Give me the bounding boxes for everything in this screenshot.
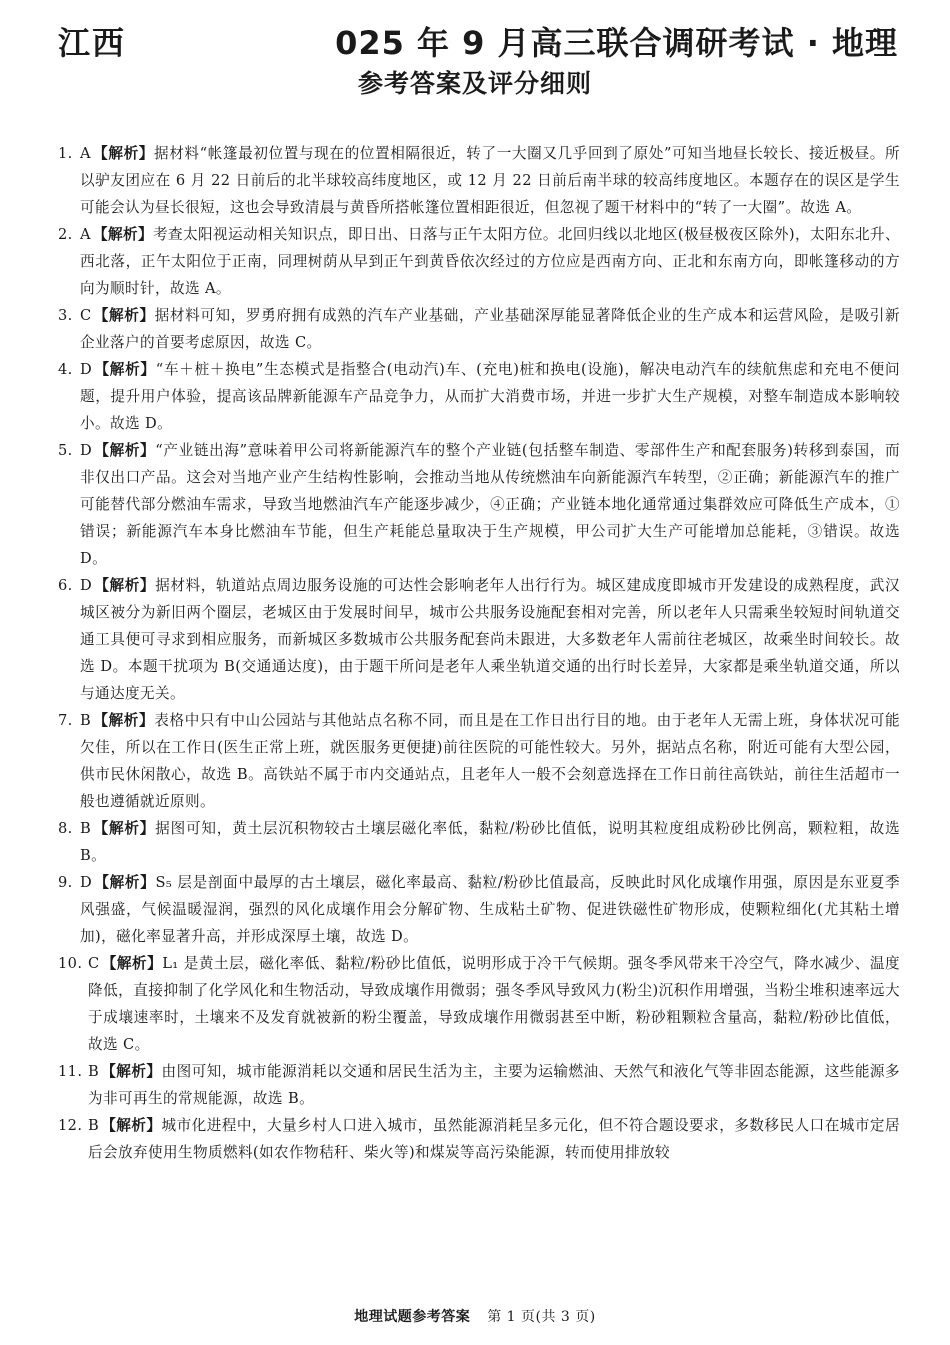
answer-item — [58, 356, 900, 437]
answer-explanation: 由图可知，城市能源消耗以交通和居民生活为主，主要为运输燃油、天然气和液化气等非固态能源，这些能源多为非可再生的常规能源，故选 B。 — [88, 1063, 900, 1107]
answer-option: A — [80, 226, 91, 243]
answer-number: 12. — [58, 1117, 83, 1134]
answer-item — [58, 437, 900, 572]
answer-option: D — [80, 577, 93, 594]
answer-number: 3. — [58, 307, 73, 324]
answer-number: 11. — [58, 1063, 83, 1080]
analysis-tag: 【解析】 — [101, 1063, 162, 1080]
analysis-tag: 【解析】 — [93, 712, 155, 729]
page-footer — [0, 1306, 950, 1326]
answer-explanation: 城市化进程中，大量乡村人口进入城市，虽然能源消耗呈多元化，但不符合题设要求，多数移民人口在城市定居后会放弃使用生物质燃料(如农作物秸秆、柴火等)和煤炭等高污染能源，转而使用排放较 — [88, 1117, 900, 1161]
answer-option: B — [80, 712, 92, 729]
answer-item — [58, 1058, 900, 1112]
answer-option: D — [80, 874, 93, 891]
footer-page-number: 第 1 页(共 3 页) — [487, 1309, 596, 1325]
analysis-tag: 【解析】 — [94, 874, 156, 891]
footer-title: 地理试题参考答案 — [354, 1309, 471, 1325]
analysis-tag: 【解析】 — [94, 442, 156, 459]
answer-explanation: “产业链出海”意味着甲公司将新能源汽车的整个产业链(包括整车制造、零部件生产和配套服务)转移到泰国，而非仅出口产品。这会对当地产业产生结构性影响，会推动当地从传统燃油车向新能源汽车转型，②正确；新能源汽车的推广可能替代部分燃油车需求，导致当地燃油汽车产能逐步减少，④正确；产业链本地化通常通过集群效应可降低生产成本，①错误；新能源汽车本身比燃油车节能，但生产耗能总量取决于生产规模，甲公司扩大生产可能增加总能耗，③错误。故选 D。 — [80, 442, 900, 567]
answer-item — [58, 572, 900, 707]
answer-option: B — [80, 820, 92, 837]
answer-option: B — [88, 1063, 100, 1080]
answer-number: 2. — [58, 226, 73, 243]
answer-explanation: 考查太阳视运动相关知识点，即日出、日落与正午太阳方位。北回归线以北地区(极昼极夜区除外)，太阳东北升、西北落，正午太阳位于正南，同理树荫从早到正午到黄昏依次经过的方位应是西南方向、正北和东南方向，即帐篷移动的方向为顺时针，故选 A。 — [80, 226, 900, 297]
answer-option: C — [80, 307, 92, 324]
answer-number: 10. — [58, 955, 83, 972]
analysis-tag: 【解析】 — [94, 577, 156, 594]
answer-number: 5. — [58, 442, 73, 459]
answer-item — [58, 815, 900, 869]
answer-explanation: 据材料，轨道站点周边服务设施的可达性会影响老年人出行行为。城区建成度即城市开发建设的成熟程度，武汉城区被分为新旧两个圈层，老城区由于发展时间早，城市公共服务设施配套相对完善，所以老年人只需乘坐较短时间轨道交通工具便可寻求到相应服务，而新城区多数城市公共服务配套尚未跟进，大多数老年人需前往老城区，故乘坐时间较长。故选 D。本题干扰项为 B(交通通达度)，由于题干所问是老年人乘坐轨道交通的出行时长差异，大家都是乘坐轨道交通，所以与通达度无关。 — [80, 577, 901, 702]
answer-item — [58, 869, 900, 950]
answer-explanation: 据图可知，黄土层沉积物较古土壤层磁化率低，黏粒/粉砂比值低，说明其粒度组成粉砂比例高，颗粒粗，故选 B。 — [80, 820, 900, 864]
answer-number: 7. — [58, 712, 73, 729]
analysis-tag: 【解析】 — [94, 361, 156, 378]
answer-explanation: L₁ 是黄土层，磁化率低、黏粒/粉砂比值低，说明形成于冷干气候期。强冬季风带来干冷空气，降水减少、温度降低，直接抑制了化学风化和生物活动，导致成壤作用微弱；强冬季风导致风力(粉尘)沉积作用增强，当粉尘堆积速率远大于成壤速率时，土壤来不及发育就被新的粉尘覆盖，导致成壤作用微弱甚至中断，粉砂粗颗粒含量高，黏粒/粉砂比值低，故选 C。 — [88, 955, 900, 1053]
page-subtitle: 参考答案及评分细则 — [357, 69, 592, 98]
answer-option: D — [80, 442, 93, 459]
answer-option: D — [80, 361, 93, 378]
analysis-tag: 【解析】 — [101, 955, 163, 972]
answer-item — [58, 302, 900, 356]
region-label: 江西 — [58, 24, 127, 62]
answer-number: 4. — [58, 361, 73, 378]
answer-explanation: 据材料“帐篷最初位置与现在的位置相隔很近，转了一大圈又几乎回到了原处”可知当地昼长较长、接近极昼。所以驴友团应在 6 月 22 日前后的北半球较高纬度地区，或 12 月 22 日前后南半球的较高纬度地区。本题存在的误区是学生可能会认为昼长很短，这也会导致清晨与黄昏所搭帐篷位置相距很近，但忽视了题干材料中的“转了一大圈”。故选 A。 — [80, 145, 900, 216]
answer-explanation: 表格中只有中山公园站与其他站点名称不同，而且是在工作日出行目的地。由于老年人无需上班，身体状况可能欠佳，所以在工作日(医生正常上班，就医服务更便捷)前往医院的可能性较大。另外，据站点名称，附近可能有大型公园，供市民休闲散心，故选 B。高铁站不属于市内交通站点，且老年人一般不会刻意选择在工作日前往高铁站，前往生活超市一般也遵循就近原则。 — [80, 712, 901, 810]
answer-option: A — [80, 145, 91, 162]
page-title: 025 年 9 月高三联合调研考试 · 地理 — [335, 24, 898, 62]
analysis-tag: 【解析】 — [92, 226, 153, 243]
answer-explanation: S₅ 层是剖面中最厚的古土壤层，磁化率最高、黏粒/粉砂比值最高，反映此时风化成壤作用强，原因是东亚夏季风强盛，气候温暖湿润，强烈的风化成壤作用会分解矿物、生成粘土矿物、促进铁磁性矿物形成，使颗粒细化(尤其粘土增加)，磁化率显著升高，并形成深厚土壤，故选 D。 — [80, 874, 901, 945]
answer-option: B — [88, 1117, 100, 1134]
analysis-tag: 【解析】 — [101, 1117, 162, 1134]
answer-item — [58, 140, 900, 221]
answer-explanation: 据材料可知，罗勇府拥有成熟的汽车产业基础，产业基础深厚能显著降低企业的生产成本和运营风险，是吸引新企业落户的首要考虑原因，故选 C。 — [80, 307, 900, 351]
analysis-tag: 【解析】 — [92, 145, 155, 162]
answer-option: C — [88, 955, 100, 972]
answer-item — [58, 950, 900, 1058]
answer-item — [58, 221, 900, 302]
analysis-tag: 【解析】 — [93, 820, 156, 837]
answer-explanation: “车＋桩＋换电”生态模式是指整合(电动汽)车、(充电)桩和换电(设施)，解决电动汽车的续航焦虑和充电不便问题，提升用户体验，提高该品牌新能源车产品竞争力，从而扩大消费市场，并进一步扩大生产规模，对整车制造成本影响较小。故选 D。 — [80, 361, 900, 432]
answer-number: 8. — [58, 820, 73, 837]
answer-number: 6. — [58, 577, 73, 594]
answer-list — [58, 140, 900, 1166]
answer-number: 1. — [58, 145, 73, 162]
analysis-tag: 【解析】 — [93, 307, 155, 324]
answer-number: 9. — [58, 874, 73, 891]
answer-item — [58, 707, 900, 815]
answer-item — [58, 1112, 900, 1166]
header — [58, 18, 898, 64]
